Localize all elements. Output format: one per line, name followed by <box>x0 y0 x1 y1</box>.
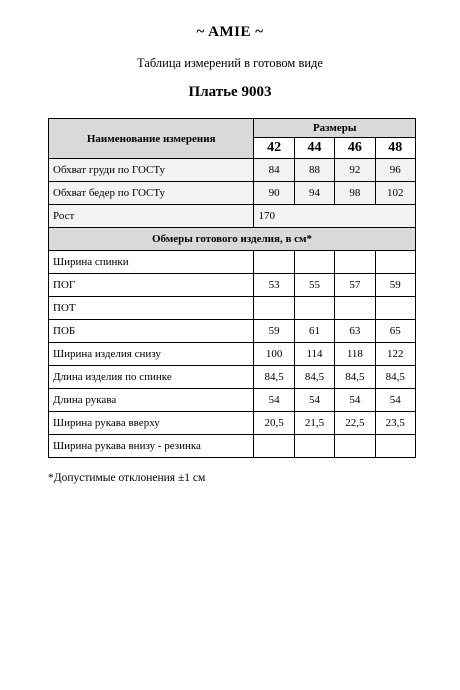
table-row <box>49 412 416 435</box>
row-value-cell: 122 <box>375 343 415 366</box>
row-value-cell: 114 <box>294 343 334 366</box>
height-value: 170 <box>254 205 416 228</box>
brand-title: ~ AMIE ~ <box>196 24 264 40</box>
table-row <box>49 320 416 343</box>
row-value-cell <box>335 435 375 458</box>
table-row <box>49 389 416 412</box>
row-value-cell: 100 <box>254 343 294 366</box>
table-row <box>49 435 416 458</box>
document-subtitle: Таблица измерений в готовом виде <box>137 56 323 70</box>
row-label: Длина изделия по спинке <box>49 366 254 389</box>
row-value-cell: 22,5 <box>335 412 375 435</box>
section-row <box>49 228 416 251</box>
row-value-cell: 88 <box>294 159 334 182</box>
row-value-cell: 53 <box>254 274 294 297</box>
product-title: Платье 9003 <box>188 84 272 100</box>
row-value-cell <box>335 251 375 274</box>
row-value-cell: 57 <box>335 274 375 297</box>
section-title: Обмеры готового изделия, в см* <box>49 228 416 251</box>
row-value-cell: 59 <box>254 320 294 343</box>
header-measure-name: Наименование измерения <box>49 119 254 159</box>
row-label: Рост <box>49 205 254 228</box>
row-value-cell: 92 <box>335 159 375 182</box>
table-row <box>49 274 416 297</box>
table-row <box>49 297 416 320</box>
row-label: ПОГ <box>49 274 254 297</box>
row-value-cell: 84 <box>254 159 294 182</box>
row-value-cell: 54 <box>254 389 294 412</box>
header-sizes: Размеры <box>254 119 416 138</box>
row-value-cell <box>254 297 294 320</box>
row-value-cell <box>294 297 334 320</box>
table-row <box>49 366 416 389</box>
row-label: Обхват груди по ГОСТу <box>49 159 254 182</box>
row-value-cell: 54 <box>335 389 375 412</box>
size-44: 44 <box>294 138 334 159</box>
row-value-cell: 84,5 <box>375 366 415 389</box>
row-value-cell: 96 <box>375 159 415 182</box>
row-label: Ширина изделия снизу <box>49 343 254 366</box>
row-value-cell: 59 <box>375 274 415 297</box>
row-value-cell: 118 <box>335 343 375 366</box>
row-value-cell: 90 <box>254 182 294 205</box>
row-value-cell: 23,5 <box>375 412 415 435</box>
tolerance-note: *Допустимые отклонения ±1 см <box>48 472 206 484</box>
table-row <box>49 251 416 274</box>
row-label: Обхват бедер по ГОСТу <box>49 182 254 205</box>
row-label: ПОБ <box>49 320 254 343</box>
size-46: 46 <box>335 138 375 159</box>
row-value-cell <box>294 435 334 458</box>
row-value-cell: 20,5 <box>254 412 294 435</box>
row-value-cell <box>375 251 415 274</box>
row-value-cell: 55 <box>294 274 334 297</box>
table-row-height <box>49 205 416 228</box>
row-value-cell <box>254 435 294 458</box>
row-value-cell <box>375 297 415 320</box>
row-value-cell: 54 <box>375 389 415 412</box>
row-value-cell: 65 <box>375 320 415 343</box>
row-value-cell: 84,5 <box>335 366 375 389</box>
table-row <box>49 159 416 182</box>
table-row <box>49 343 416 366</box>
row-value-cell: 61 <box>294 320 334 343</box>
row-value-cell <box>254 251 294 274</box>
row-value-cell <box>375 435 415 458</box>
row-label: Ширина рукава внизу - резинка <box>49 435 254 458</box>
table-header-row <box>49 119 416 138</box>
size-48: 48 <box>375 138 415 159</box>
row-label: Длина рукава <box>49 389 254 412</box>
row-label: Ширина рукава вверху <box>49 412 254 435</box>
size-42: 42 <box>254 138 294 159</box>
row-label: Ширина спинки <box>49 251 254 274</box>
row-value-cell: 54 <box>294 389 334 412</box>
size-table <box>48 118 416 458</box>
row-value-cell <box>335 297 375 320</box>
row-value-cell: 102 <box>375 182 415 205</box>
row-value-cell <box>294 251 334 274</box>
row-value-cell: 84,5 <box>254 366 294 389</box>
row-value-cell: 98 <box>335 182 375 205</box>
row-value-cell: 21,5 <box>294 412 334 435</box>
row-value-cell: 63 <box>335 320 375 343</box>
row-label: ПОТ <box>49 297 254 320</box>
row-value-cell: 84,5 <box>294 366 334 389</box>
row-value-cell: 94 <box>294 182 334 205</box>
table-row <box>49 182 416 205</box>
